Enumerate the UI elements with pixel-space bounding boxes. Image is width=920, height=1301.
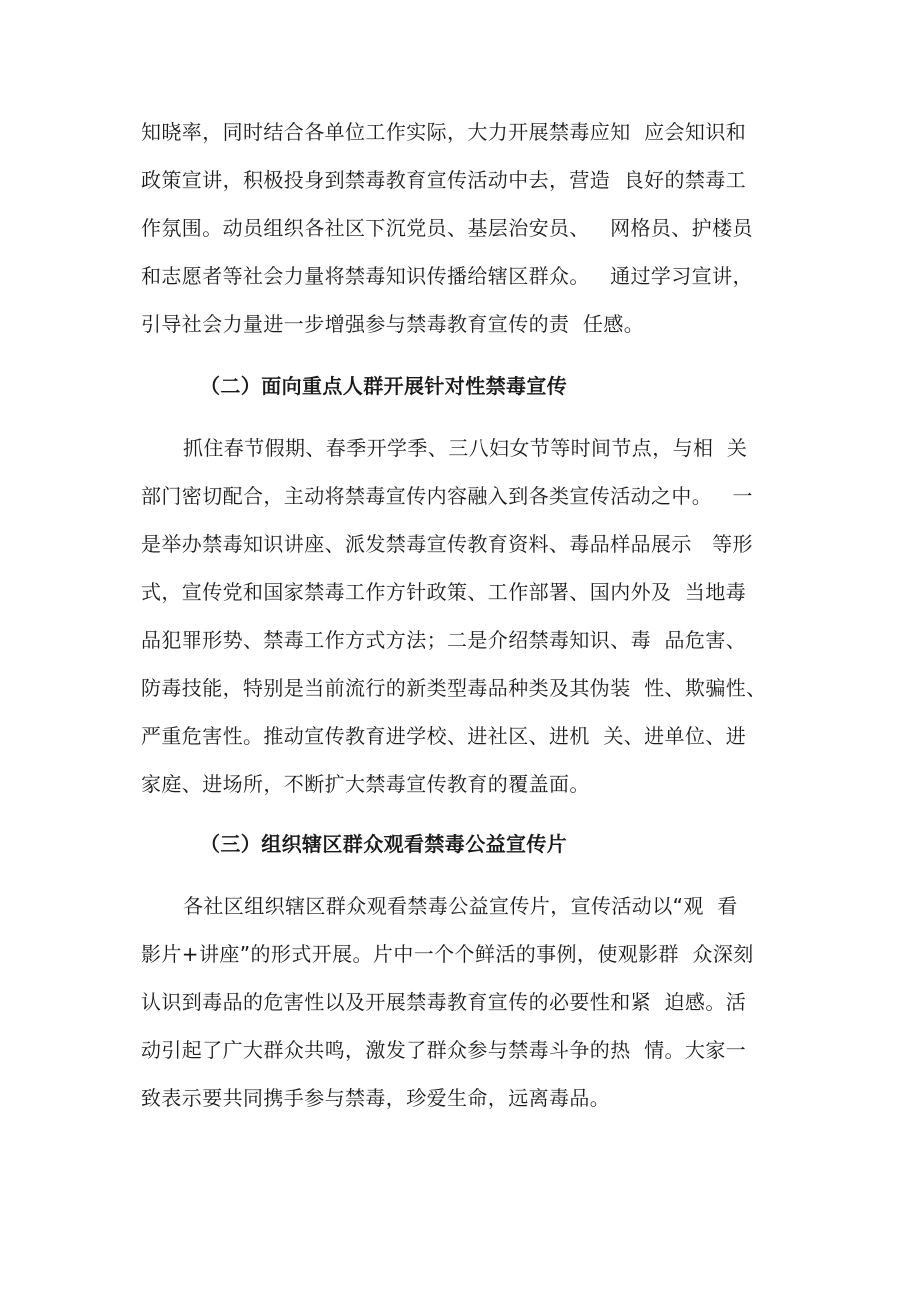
paragraph-line: 家庭、进场所，不断扩大禁毒宣传教育的覆盖面。: [141, 772, 590, 796]
paragraph-line: 品犯罪形势、禁毒工作方式方法；二是介绍禁毒知识、毒 品危害、: [141, 628, 747, 652]
paragraph-line: 式，宣传党和国家禁毒工作方针政策、工作部署、国内外及 当地毒: [141, 580, 747, 604]
paragraph-line: 和志愿者等社会力量将禁毒知识传播给辖区群众。 通过学习宣讲，: [141, 264, 753, 288]
paragraph-line: 影片+讲座”的形式开展。片中一个个鲜活的事例，使观影群 众深刻: [141, 942, 754, 966]
paragraph-line: 抓住春节假期、春季开学季、三八妇女节等时间节点，与相 关: [183, 436, 748, 460]
paragraph-line: 引导社会力量进一步增强参与禁毒教育宣传的责 任感。: [141, 312, 645, 336]
paragraph-line: 认识到毒品的危害性以及开展禁毒教育宣传的必要性和紧 迫感。活: [141, 990, 747, 1014]
paragraph-line: 作氛围。动员组织各社区下沉党员、基层治安员、 网格员、护楼员: [141, 216, 753, 240]
paragraph-line: 知晓率，同时结合各单位工作实际，大力开展禁毒应知 应会知识和: [141, 120, 747, 144]
paragraph-line: 致表示要共同携手参与禁毒，珍爱生命，远离毒品。: [141, 1086, 611, 1110]
paragraph-line: 是举办禁毒知识讲座、派发禁毒宣传教育资料、毒品样品展示 等形: [141, 532, 753, 556]
section-heading: （三）组织辖区群众观看禁毒公益宣传片: [200, 832, 568, 856]
paragraph-line: 防毒技能，特别是当前流行的新类型毒品种类及其伪装 性、欺骗性、: [141, 676, 767, 700]
paragraph-line: 动引起了广大群众共鸣，激发了群众参与禁毒斗争的热 情。大家一: [141, 1038, 747, 1062]
section-heading: （二）面向重点人群开展针对性禁毒宣传: [200, 374, 568, 398]
paragraph-line: 严重危害性。推动宣传教育进学校、进社区、进机 关、进单位、进: [141, 724, 747, 748]
paragraph-line: 政策宣讲，积极投身到禁毒教育宣传活动中去，营造 良好的禁毒工: [141, 168, 747, 192]
paragraph-line: 各社区组织辖区群众观看禁毒公益宣传片，宣传活动以“观 看: [183, 894, 738, 918]
paragraph-line: 部门密切配合，主动将禁毒宣传内容融入到各类宣传活动之中。 一: [141, 484, 753, 508]
